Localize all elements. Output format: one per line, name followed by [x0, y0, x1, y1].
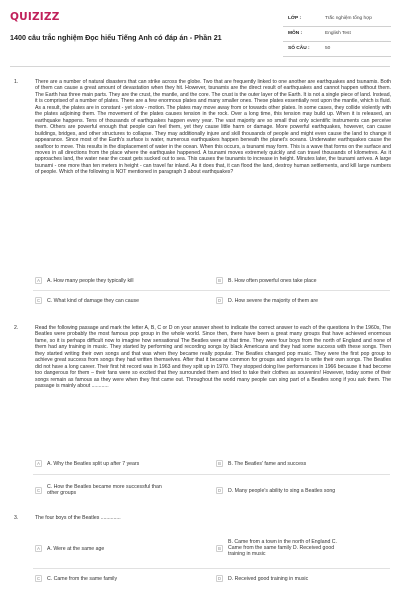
option-text: C. Came from the same family: [47, 575, 118, 582]
document-title: 1400 câu trắc nghiệm Đọc hiểu Tiếng Anh có đáp án - Phần 21: [10, 33, 222, 42]
option-text: C. What kind of damage they can cause: [47, 297, 139, 304]
option-separator: [33, 474, 390, 475]
option-letter-badge: B: [216, 460, 223, 467]
option-separator: [33, 568, 390, 569]
option-letter-badge: C: [36, 576, 41, 581]
option-letter-badge: D: [217, 488, 222, 493]
meta-key: MÔN :: [288, 31, 303, 36]
option-text: B. The Beatles' fame and success: [228, 460, 307, 467]
option-letter-badge: C: [36, 298, 41, 303]
meta-row-count: [283, 42, 391, 57]
option-separator: [33, 290, 390, 291]
meta-row-class: [283, 12, 391, 27]
meta-table: [283, 12, 391, 57]
option-text: D. Received good training in music: [228, 575, 309, 582]
header-divider: [10, 66, 390, 67]
option-text: A. Why the Beatles split up after 7 years: [47, 460, 140, 467]
meta-key: SỐ CÂU :: [288, 46, 310, 51]
option-letter-badge: D: [217, 576, 222, 581]
meta-key: LỚP :: [288, 16, 302, 21]
option-letter-badge: C: [36, 488, 41, 493]
option-letter-badge: B: [216, 277, 223, 284]
option-text: C. How the Beatles became more successful than other groups: [47, 484, 162, 497]
option-text: B. How often powerful ones take place: [228, 277, 317, 284]
option-text: A. How many people they typically kill: [47, 277, 134, 284]
question-text: Read the following passage and mark the letter A, B, C or D on your answer sheet to indicate the correct answer to each of the questions In the 1960s, The Beatles were probably the most famous pop group in the whole world. Since then, there have been a great many groups that have achieved enormous fame, so it is perhaps difficult now to imagine how sensational The Beatles were at that time. They were four boys from the north of England and none of them had any training in music. They started by performing and recording songs by black Americans and they had some success with these songs. Then they started writing their own songs and that was when they became really popular. The Beatles changed pop music. They were the first pop group to achieve great success from songs they had written themselves. After that it became common for groups and singers to write their own songs. The Beatles did not have a long career. Their first hit record was in 1963 and they split up in 1970. They stopped doing live performances in 1966 because it had become too dangerous for them – their fans were so excited that they surrounded them and tried to take their clothes as souvenirs! However, today some of their songs remain as famous as they were when they first came out. Throughout the world many people can sing part of a Beatles song if you ask them. The passage is mainly about ............: [35, 325, 391, 390]
option-text: D. Many people's ability to sing a Beatles song: [228, 487, 336, 494]
quizizz-logo: QUIZIZZ: [10, 11, 60, 23]
meta-value: English Test: [325, 31, 351, 36]
question-number: 1.: [14, 79, 19, 85]
meta-value: 50: [325, 46, 331, 51]
option-text: B. Came from a town in the north of England C. Came from the same family D. Received good training in music: [228, 538, 337, 558]
option-letter-badge: B: [216, 545, 223, 552]
option-letter-badge: A: [35, 460, 42, 467]
question-number: 2.: [14, 325, 19, 331]
page-header: [0, 0, 400, 70]
question-text: There are a number of natural disasters that can strike across the globe. Two that are frequently linked to one another are earthquakes and tsunamis. Both of them can cause a great amount of devastation when they hit. However, tsunamis are the direct result of earthquakes and cannot happen without them. The Earth has three main parts. They are the crust, the mantle, and the core. The crust is the outer layer of the Earth. It is not a single piece of land. Instead, it is comprised of a number of plates. There are a few enormous plates and many smaller ones. These plates essentially rest upon the mantle, which is fluid. As a result, the plates are in constant - yet slow - motion. The plates may move away from or towards other plates. In some cases, they collide violently with the plates adjoining them. The movement of the plates causes tension in the rock. Over a long time, this tension may build up. When it is released, an earthquake happens. Tens of thousands of earthquakes happen every year. The vast majority are so small that only scientific instruments can perceive them. Others are powerful enough that people can feel them, yet they cause little harm or damage. More powerful earthquakes, however, can cause buildings, bridges, and other structures to collapse. They may additionally injure and skill thousands of people and might even cause the land to change it appearance. Since most of the Earth's surface is water, numerous earthquakes happen beneath the planet's oceans. Underwater earthquakes cause the seafloor to move. This results in the displacement of water in the ocean. When this occurs, a tsunami may form. This is a wave that forms on the surface and moves in all directions from the place where the earthquake happened. A tsunami moves extremely quickly and can travel thousands of kilometres. As it approaches land, the water near the coast gets sucked out to sea. This causes the tsunamis to increase in height. Minutes later, the tsunami arrives. A large tsunami - one more than ten meters in height - can travel far inland. As it does that, it can flood the land, destroy human settlements, and kill large numbers of people. Which of the following is NOT mentioned in paragraph 3 about earthquakes?: [35, 79, 391, 176]
question-text: The four boys of the Beatles ..............: [35, 515, 121, 521]
option-text: D. How severe the majority of them are: [228, 297, 318, 304]
option-letter-badge: D: [217, 298, 222, 303]
meta-row-subject: [283, 27, 391, 42]
question-number: 3.: [14, 515, 19, 521]
option-letter-badge: A: [35, 277, 42, 284]
option-text: A. Were at the same age: [47, 545, 105, 552]
option-letter-badge: A: [35, 545, 42, 552]
meta-value: Trắc nghiệm tổng hợp: [325, 16, 372, 21]
